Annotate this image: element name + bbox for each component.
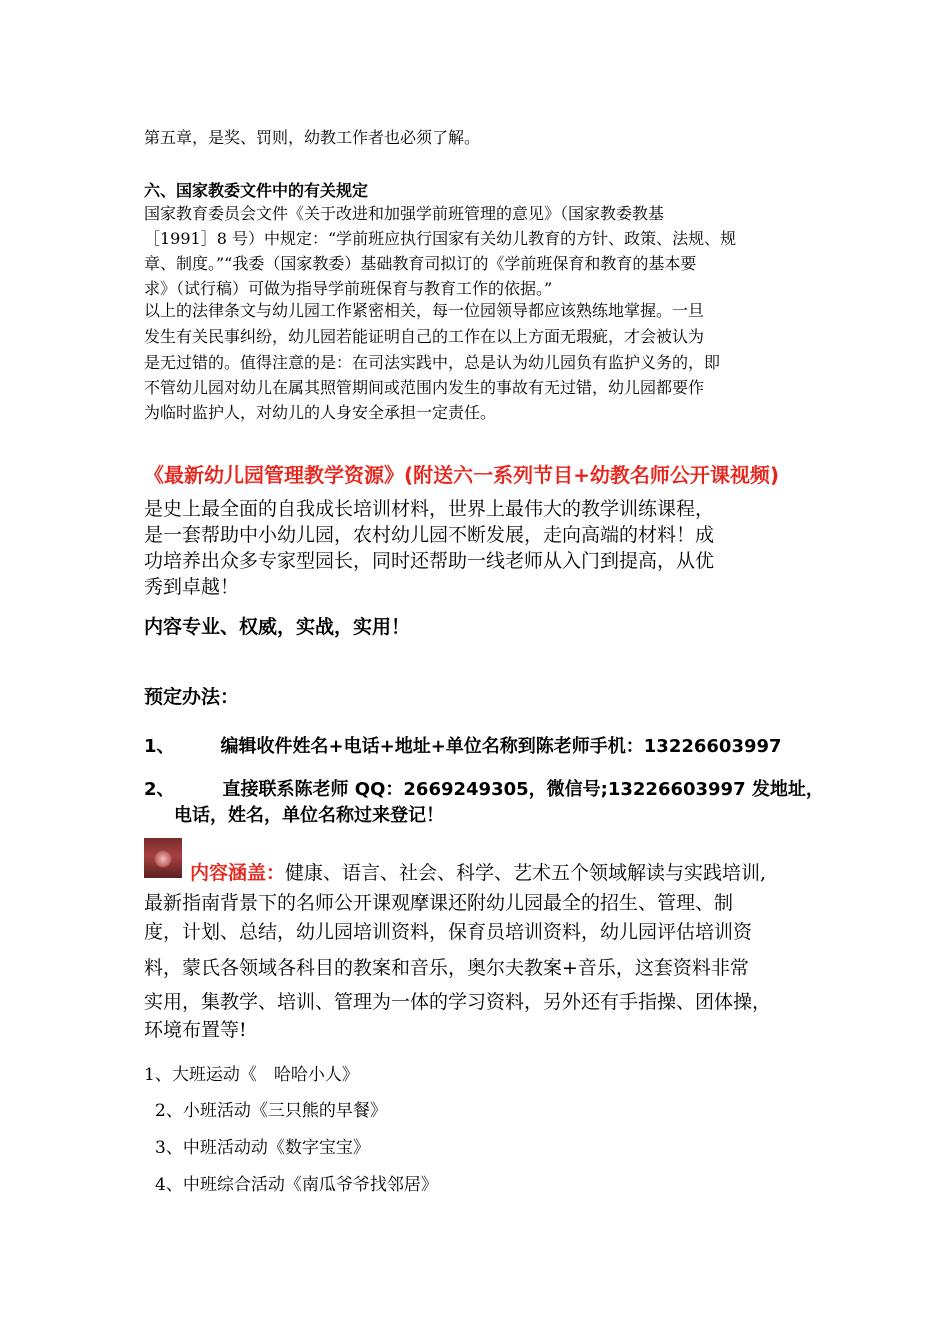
chapter5-line: 第五章，是奖、罚则，幼教工作者也必须了解。 (144, 128, 481, 147)
order-heading: 预定办法： (144, 686, 240, 708)
coverage-label: 内容涵盖： (190, 862, 286, 884)
section6-line: 求》（试行稿）可做为指导学前班保育与教育工作的依据。” (144, 279, 553, 298)
flower-thumbnail-image (144, 838, 182, 878)
section6-line: 为临时监护人，对幼儿的人身安全承担一定责任。 (144, 403, 497, 422)
coverage-line: 实用，集教学、培训、管理为一体的学习资料，另外还有手指操、团体操， (144, 991, 772, 1013)
section6-line: 是无过错的。值得注意的是：在司法实践中，总是认为幼儿园负有监护义务的，即 (144, 353, 721, 372)
coverage-line: 健康、语言、社会、科学、艺术五个领域解读与实践培训, (285, 862, 767, 884)
section6-heading: 六、国家教委文件中的有关规定 (144, 181, 369, 200)
activity-item: 2、小班活动《三只熊的早餐》 (155, 1101, 387, 1121)
coverage-line: 最新指南背景下的名师公开课观摩课还附幼儿园最全的招生、管理、制 (144, 892, 734, 914)
coverage-first-line (190, 861, 766, 885)
promo-intro-line: 秀到卓越！ (144, 576, 240, 598)
order-item-text: 编辑收件姓名+电话+地址+单位名称到陈老师手机：13226603997 (220, 736, 782, 757)
promo-intro-line: 功培养出众多专家型园长，同时还帮助一线老师从入门到提高，从优 (144, 550, 715, 572)
promo-intro-line: 是一套帮助中小幼儿园，农村幼儿园不断发展，走向高端的材料！成 (144, 524, 715, 546)
activity-item: 1、大班运动《 哈哈小人》 (144, 1065, 359, 1085)
promo-tagline: 内容专业、权威，实战，实用！ (144, 616, 411, 638)
order-item-1 (144, 735, 782, 759)
order-item-2-continuation: 电话，姓名，单位名称过来登记！ (174, 805, 444, 826)
section6-line: 章、制度。”“我委（国家教委）基础教育司拟订的《学前班保育和教育的基本要 (144, 254, 697, 273)
order-item-number: 2、 (144, 779, 175, 800)
section6-line: 国家教育委员会文件《关于改进和加强学前班管理的意见》（国家教委教基 (144, 204, 665, 223)
coverage-line: 料，蒙氏各领域各科目的教案和音乐，奥尔夫教案+音乐，这套资料非常 (144, 957, 749, 979)
order-item-number: 1、 (144, 736, 175, 757)
coverage-line: 度，计划、总结，幼儿园培训资料，保育员培训资料，幼儿园评估培训资 (144, 921, 753, 943)
section6-line: 不管幼儿园对幼儿在属其照管期间或范围内发生的事故有无过错，幼儿园都要作 (144, 378, 705, 397)
promo-title: 《最新幼儿园管理教学资源》(附送六一系列节目+幼教名师公开课视频) (144, 463, 780, 487)
order-item-text: 直接联系陈老师 QQ：2669249305，微信号;13226603997 发地址， (222, 779, 824, 800)
section6-line: ［1991］8 号）中规定：“学前班应执行国家有关幼儿教育的方针、政策、法规、规 (144, 229, 737, 248)
order-item-2 (144, 778, 824, 802)
activity-item: 4、中班综合活动《南瓜爷爷找邻居》 (155, 1175, 438, 1195)
activity-item: 3、中班活动动《数字宝宝》 (155, 1138, 370, 1158)
section6-line: 以上的法律条文与幼儿园工作紧密相关，每一位园领导都应该熟练地掌握。一旦 (144, 301, 705, 320)
promo-intro-line: 是史上最全面的自我成长培训材料，世界上最伟大的教学训练课程， (144, 498, 715, 520)
section6-line: 发生有关民事纠纷，幼儿园若能证明自己的工作在以上方面无瑕疵，才会被认为 (144, 327, 705, 346)
coverage-line: 环境布置等! (144, 1019, 247, 1041)
